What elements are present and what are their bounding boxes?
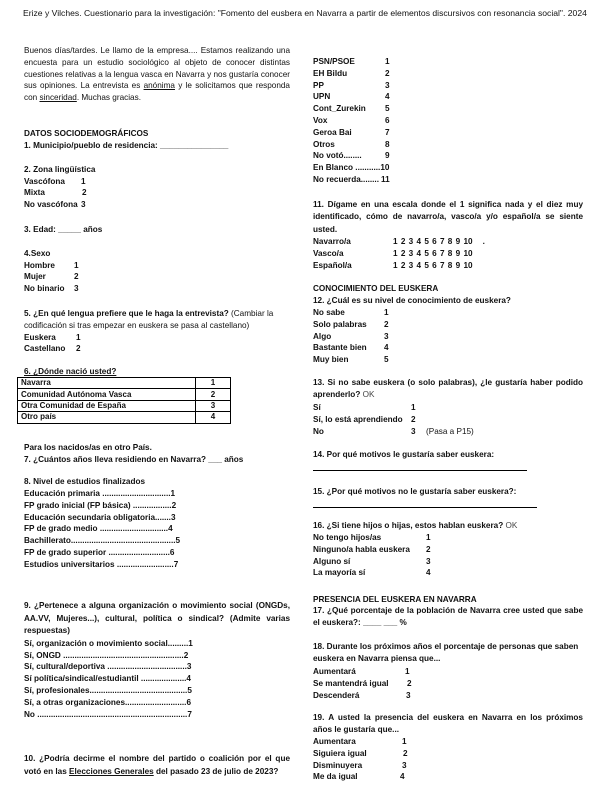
q12-option[interactable]: Solo palabras 2: [313, 319, 389, 329]
q14-answer-line[interactable]: [313, 470, 527, 471]
q17-percentage-blank[interactable]: ____ ___: [363, 618, 398, 628]
q11-scale-row[interactable]: Navarro/a 1 2 3 4 5 6 7 8 9 10 .: [313, 237, 485, 247]
q12-option[interactable]: Muy bien 5: [313, 355, 389, 365]
q7-residence-years: Para los nacidos/as en otro País. 7. ¿Cuántos años lleva residiendo en Navarra? ___ años: [24, 443, 244, 464]
q10-option[interactable]: No recuerda........ 11: [313, 175, 390, 185]
q3-age-blank[interactable]: _____: [58, 225, 81, 234]
q9-option[interactable]: Sí, cultural/deportiva ................................... 3: [24, 662, 192, 672]
q12-option[interactable]: Bastante bien 4: [313, 343, 389, 353]
q9-option[interactable]: Sí política/sindical/estudiantil .................... 4: [24, 674, 191, 684]
q2-linguistic-zone: [24, 164, 95, 211]
general-elections-emphasis: Elecciones Generales: [69, 767, 154, 776]
q14-label: 14. Por qué motivos le gustaría saber euskera:: [313, 450, 495, 459]
q8-option[interactable]: Educación primaria .............................. 1: [24, 489, 176, 499]
q18-option[interactable]: Aumentará 1: [313, 666, 410, 676]
q8-option[interactable]: Estudios universitarios ......................... 7: [24, 559, 179, 569]
q16-option[interactable]: Alguno sí 3: [313, 556, 431, 566]
q2-option[interactable]: No vascófona 3: [24, 200, 86, 210]
q7-years-blank[interactable]: ___: [208, 454, 222, 464]
q12-option[interactable]: Algo 3: [313, 331, 389, 341]
q5-option[interactable]: Euskera 1: [24, 332, 81, 342]
q17-label: 17. ¿Qué porcentaje de la población de Navarra cree usted que sabe el euskera?:: [313, 606, 583, 628]
q10-option[interactable]: Geroa Bai 7: [313, 127, 390, 137]
q13-option[interactable]: No 3 (Pasa a P15): [313, 426, 474, 436]
q6-option-row[interactable]: Otro país 4: [18, 412, 231, 423]
q11-label: 11. Dígame en una escala donde el 1 significa nada y el diez muy identificado, cómo de navarro/a, vasco/a y/o español/a se siente usted.: [313, 200, 583, 234]
q19-option[interactable]: Aumentara 1: [313, 737, 407, 747]
q4-option[interactable]: Hombre 1: [24, 260, 79, 270]
sincerity-emphasis: sinceridad: [39, 93, 77, 103]
q16-option[interactable]: La mayoría sí 4: [313, 568, 431, 578]
section-title-presence: PRESENCIA DEL EUSKERA EN NAVARRA: [313, 595, 477, 604]
q19-option[interactable]: Me da igual 4: [313, 772, 405, 782]
q3-age: 3. Edad: _____ años: [24, 225, 103, 234]
q8-label: 8. Nivel de estudios finalizados: [24, 477, 146, 486]
q6-option-row[interactable]: Navarra 1: [18, 378, 231, 389]
q19-desired-presence: [313, 712, 583, 783]
q11-scale-row[interactable]: Español/a 1 2 3 4 5 6 7 8 9 10: [313, 260, 473, 270]
q10-option[interactable]: Cont_Zurekin 5: [313, 104, 390, 114]
q9-option[interactable]: Sí, a otras organizaciones........................... 6: [24, 697, 191, 707]
q16-children-euskera: [313, 520, 517, 579]
q9-option[interactable]: Sí, organización o movimiento social......... 1: [24, 638, 193, 648]
q11-scale-row[interactable]: Vasco/a 1 2 3 4 5 6 7 8 9 10: [313, 249, 473, 259]
q10-party-options: [313, 56, 390, 186]
q18-option[interactable]: Descenderá 3: [313, 690, 411, 700]
q9-label: 9. ¿Pertenece a alguna organización o movimiento social (ONGDs, AA.VV, Mujeres...), cultural, política o sindical? (Admite varias respuestas): [24, 601, 290, 636]
q2-option[interactable]: Mixta 2: [24, 188, 87, 198]
intro-paragraph: Buenos días/tardes. Le llamo de la empresa.... Estamos realizando una encuesta para un estudio sociológico al objeto de conocer distintas cuestiones relativas a la lengua vasca en Navarra y nos gustaría conocer sus opiniones. La entrevista es anónima y le solicitamos que responda con sinceridad. Muchas gracias.: [24, 46, 290, 103]
q6-label: 6. ¿Dónde nació usted?: [24, 367, 117, 376]
q6-birthplace-table: [17, 377, 231, 424]
q2-option[interactable]: Vascófona 1: [24, 176, 86, 186]
q13-learn-wish: [313, 377, 583, 437]
q15-label: 15. ¿Por qué motivos no le gustaría saber euskera?:: [313, 487, 517, 496]
q9-option[interactable]: No .................................................................. 7: [24, 709, 192, 719]
q12-label: 12. ¿Cuál es su nivel de conocimiento de euskera?: [313, 296, 511, 305]
q11-scale[interactable]: 1 2 3 4 5 6 7 8 9 10: [393, 237, 473, 247]
q17-percentage: 17. ¿Qué porcentaje de la población de Navarra cree usted que sabe el euskera?: ____ ___ %: [313, 606, 583, 628]
q10-option[interactable]: No votó........ 9: [313, 151, 390, 161]
q10-option[interactable]: Vox 6: [313, 116, 390, 126]
ok-mark: OK: [505, 521, 518, 530]
q8-option[interactable]: FP de grado superior ........................... 6: [24, 548, 175, 558]
q19-option[interactable]: Siguiera igual 2: [313, 748, 408, 758]
q6-option-row[interactable]: Comunidad Autónoma Vasca 2: [18, 389, 231, 400]
q15-answer-line[interactable]: [313, 507, 537, 508]
q18-label: 18. Durante los próximos años el porcentaje de personas que saben euskera en Navarra piensa que...: [313, 642, 579, 664]
q8-option[interactable]: Educación secundaria obligatoria....... 3: [24, 512, 176, 522]
q10-vote-question: 10. ¿Podría decirme el nombre del partido o coalición por el que votó en las Elecciones Generales del pasado 23 de julio de 2023?: [24, 754, 290, 776]
q19-option[interactable]: Disminuyera 3: [313, 760, 407, 770]
section-title-knowledge: CONOCIMIENTO DEL EUSKERA: [313, 284, 439, 293]
q9-option[interactable]: Sí, profesionales........................................... 5: [24, 686, 192, 696]
q18-future-trend: [313, 641, 583, 701]
q10-option[interactable]: Otros 8: [313, 139, 390, 149]
q16-label: 16. ¿Si tiene hijos o hijas, estos hablan euskera?: [313, 521, 504, 530]
q8-option[interactable]: Bachillerato.............................................. 5: [24, 536, 181, 546]
q10-option[interactable]: En Blanco ........... 10: [313, 163, 390, 173]
q12-euskera-level: [313, 295, 511, 366]
q19-label: 19. A usted la presencia del euskera en Navarra en los próximos años le gustaría que...: [313, 713, 583, 734]
q16-option[interactable]: No tengo hijos/as 1: [313, 533, 431, 543]
q12-option[interactable]: No sabe 1: [313, 308, 389, 318]
q4-option[interactable]: No binario 3: [24, 284, 79, 294]
q9-organization-membership: [24, 600, 290, 720]
q10-option[interactable]: PP 3: [313, 80, 390, 90]
ok-mark: OK: [362, 390, 375, 400]
q4-label: 4.Sexo: [24, 249, 51, 258]
q16-option[interactable]: Ninguno/a habla euskera 2: [313, 544, 431, 554]
q9-option[interactable]: Sí, ONGD ..................................................... 2: [24, 650, 189, 660]
q13-label: 13. Si no sabe euskera (o solo palabras), ¿le gustaría haber podido aprenderlo?: [313, 378, 583, 400]
q1-answer-blank[interactable]: _______________: [160, 141, 229, 150]
q10-option[interactable]: EH Bildu 2: [313, 68, 390, 78]
q5-note: (Cambiar la codificación si tras empezar en euskera se pasa al castellano): [24, 309, 274, 330]
q10-option[interactable]: PSN/PSOE 1: [313, 57, 390, 67]
q7-preface: Para los nacidos/as en otro País.: [24, 443, 152, 452]
q10-option[interactable]: UPN 4: [313, 92, 390, 102]
section-title-sociodemographic: DATOS SOCIODEMOGRÁFICOS: [24, 129, 149, 138]
q2-label: 2. Zona lingüística: [24, 165, 96, 174]
q1-municipality: 1. Municipio/pueblo de residencia: _______________: [24, 141, 229, 150]
q6-option-row[interactable]: Otra Comunidad de España 3: [18, 400, 231, 411]
q18-option[interactable]: Se mantendrá igual 2: [313, 678, 412, 688]
q11-scale[interactable]: 1 2 3 4 5 6 7 8 9 10: [393, 249, 473, 259]
q11-scale[interactable]: 1 2 3 4 5 6 7 8 9 10: [393, 260, 473, 270]
q13-option[interactable]: Sí, lo está aprendiendo 2: [313, 414, 416, 424]
q4-sex: [24, 248, 79, 295]
document-citation-header: Erize y Vilches. Cuestionario para la investigación: "Fomento del eusbera en Navarra a partir de elementos discursivos con resonancia social". 2024: [23, 8, 587, 18]
q5-label: 5. ¿En qué lengua prefiere que le haga la entrevista?: [24, 309, 229, 318]
q5-option[interactable]: Castellano 2: [24, 344, 81, 354]
q5-interview-language: [24, 308, 294, 355]
q8-option[interactable]: FP grado inicial (FP básica) ................. 2: [24, 500, 177, 510]
q11-identity-scale: [313, 199, 583, 272]
q8-education-level: [24, 476, 180, 571]
q8-option[interactable]: FP de grado medio .............................. 4: [24, 524, 173, 534]
q13-option[interactable]: Sí 1: [313, 402, 416, 412]
anonymous-emphasis: anónima: [143, 81, 175, 91]
q4-option[interactable]: Mujer 2: [24, 272, 79, 282]
